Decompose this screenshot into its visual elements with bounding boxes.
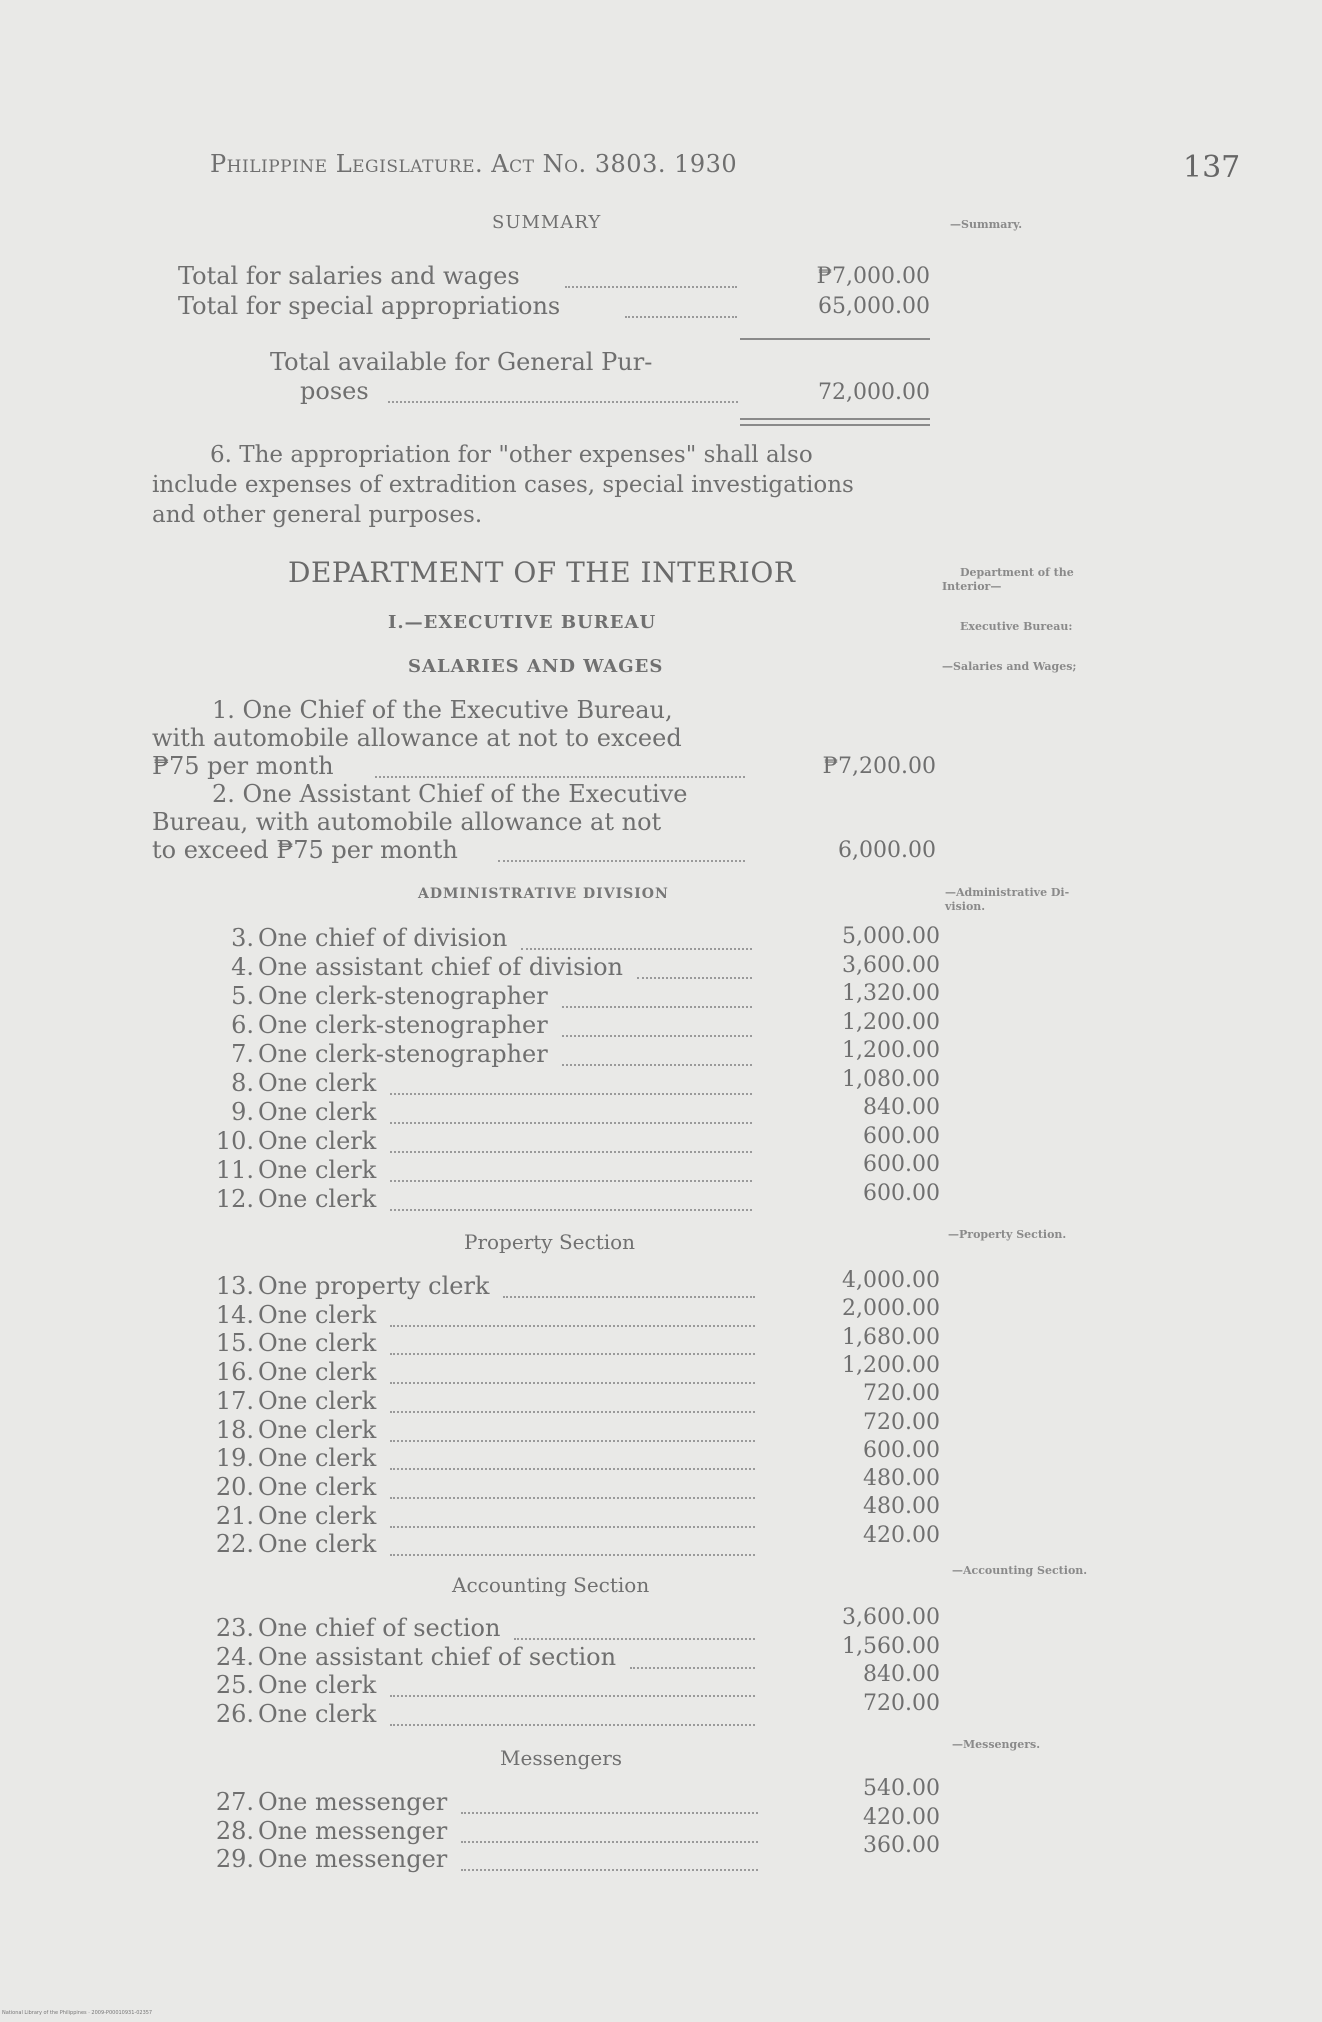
item-2-amount: 6,000.00 [838,838,936,863]
item-amount: 3,600.00 [842,1605,940,1630]
item-label: One chief of section [258,1614,501,1642]
property-margin: —Property Section. [948,1228,1067,1241]
messengers-margin: —Messengers. [952,1738,1041,1751]
item-amount: 600.00 [863,1123,940,1149]
running-title: Philippine Legislature. Act No. 3803. 1930 [210,150,738,178]
item-amount: 1,200.00 [842,1352,940,1378]
item-label: One clerk [258,1329,377,1358]
dot-leader [390,1497,755,1499]
dot-leader [390,1209,752,1211]
item-label: One clerk [258,1300,377,1329]
dot-leader [390,1180,752,1182]
item-1-line-1: 1. One Chief of the Executive Bureau, [212,696,673,724]
dot-leader [390,1440,755,1442]
item-amount: 4,000.00 [842,1268,940,1293]
paragraph-6-line-1: 6. The appropriation for "other expenses" shall also [210,442,813,468]
item-number: 16. [215,1358,254,1387]
dot-leader [390,1151,752,1153]
dot-leader [461,1841,758,1843]
sum-rule [740,338,930,340]
dot-leader [388,401,738,403]
item-number: 26. [215,1699,254,1728]
item-label: One chief of division [258,924,508,952]
dot-leader [562,1006,752,1008]
item-label: One clerk [258,1156,377,1184]
item-amount: 2,000.00 [842,1296,940,1322]
item-label: One property clerk [258,1272,490,1300]
item-amount: 360.00 [863,1833,940,1858]
item-number: 10. [215,1127,254,1155]
dot-leader [390,1382,755,1384]
bureau-heading: I.—EXECUTIVE BUREAU [388,612,657,633]
item-amount: 1,320.00 [842,981,940,1006]
item-number: 22. [215,1530,254,1559]
summary-line-special: Total for special appropriations [178,292,561,320]
item-number: 18. [215,1415,254,1444]
paragraph-6-line-3: and other general purposes. [152,502,483,528]
dot-leader [521,948,752,950]
messengers-heading: Messengers [500,1746,623,1770]
item-number: 25. [215,1671,254,1700]
dot-leader [390,1093,752,1095]
footer-source: National Library of the Philippines · 2009-P00010931-02357 [2,2010,153,2016]
item-amount: 1,680.00 [842,1324,940,1350]
item-label: One clerk [258,1699,377,1728]
dot-leader [461,1812,758,1814]
page-number: 137 [1183,150,1241,185]
item-number: 24. [215,1642,254,1671]
item-number: 4. [231,953,254,981]
item-number: 20. [215,1472,254,1501]
dot-leader [390,1122,752,1124]
admin-margin-1: —Administrative Di- [945,886,1070,899]
summary-total-label-1: Total available for General Pur- [270,348,653,376]
property-heading: Property Section [464,1230,636,1254]
item-amount: 840.00 [863,1662,940,1687]
dot-leader [637,977,752,979]
item-amount: 720.00 [863,1690,940,1716]
summary-total-label-2: poses [300,377,369,405]
item-1-line-2: with automobile allowance at not to exceed [152,724,682,752]
department-margin-1: Department of the [960,566,1074,579]
summary-margin-note: —Summary. [950,218,1023,231]
item-label: One clerk [258,1185,377,1213]
item-number: 19. [215,1444,254,1473]
admin-margin-2: vision. [945,900,986,913]
item-number: 14. [215,1300,254,1329]
item-label: One clerk-stenographer [258,1040,548,1068]
item-amount: 3,600.00 [842,952,940,978]
item-2-line-3: to exceed ₱75 per month [152,836,458,864]
item-label: One clerk-stenographer [258,1011,548,1039]
department-margin-2: Interior— [942,580,1002,593]
item-number: 3. [231,924,254,952]
summary-amount-salaries: ₱7,000.00 [816,264,930,289]
running-header [210,150,737,178]
dot-leader [562,1064,752,1066]
item-number: 9. [231,1098,254,1126]
salaries-heading: SALARIES AND WAGES [408,656,664,677]
item-1-line-3: ₱75 per month [152,752,334,780]
item-label: One clerk [258,1501,377,1530]
total-rule-bottom [740,424,930,426]
item-amount: 600.00 [863,1180,940,1206]
total-rule-top [740,418,930,420]
item-label: One assistant chief of section [258,1642,617,1671]
item-amount: 1,560.00 [842,1633,940,1659]
accounting-margin: —Accounting Section. [952,1564,1088,1577]
accounting-heading: Accounting Section [452,1573,650,1597]
dot-leader [390,1325,755,1327]
item-number: 11. [215,1156,254,1184]
item-amount: 720.00 [863,1409,940,1435]
paragraph-6-line-2: include expenses of extradition cases, special investigations [152,472,854,498]
item-amount: 480.00 [863,1494,940,1520]
item-amount: 1,200.00 [842,1009,940,1035]
item-amount: 600.00 [863,1437,940,1463]
item-label: One clerk [258,1098,377,1126]
item-amount: 420.00 [863,1804,940,1830]
dot-leader [390,1353,755,1355]
item-label: One clerk-stenographer [258,982,548,1010]
dot-leader [390,1468,755,1470]
bureau-margin: Executive Bureau: [960,620,1073,633]
dot-leader [375,776,745,778]
dot-leader [625,316,737,318]
dot-leader [390,1526,755,1528]
dot-leader [390,1554,755,1556]
item-number: 8. [231,1069,254,1097]
dot-leader [390,1695,755,1697]
item-label: One clerk [258,1127,377,1155]
dot-leader [503,1296,755,1298]
salaries-margin: —Salaries and Wages; [942,660,1077,673]
item-number: 13. [215,1272,254,1300]
dot-leader [461,1869,758,1871]
item-amount: 720.00 [863,1381,940,1407]
item-label: One messenger [258,1816,448,1845]
item-label: One clerk [258,1386,377,1415]
item-2-line-1: 2. One Assistant Chief of the Executive [212,780,688,808]
item-label: One clerk [258,1069,377,1097]
dot-leader [390,1724,755,1726]
dot-leader [498,860,745,862]
item-number: 21. [215,1501,254,1530]
dot-leader [390,1411,755,1413]
dot-leader [565,286,737,288]
item-number: 15. [215,1329,254,1358]
item-label: One assistant chief of division [258,953,624,981]
item-amount: 600.00 [863,1152,940,1177]
summary-amount-special: 65,000.00 [818,294,930,319]
item-number: 17. [215,1386,254,1415]
item-label: One clerk [258,1358,377,1387]
summary-total-amount: 72,000.00 [818,380,930,405]
item-label: One clerk [258,1530,377,1559]
item-number: 23. [215,1614,254,1642]
item-number: 12. [215,1185,254,1213]
summary-line-salaries: Total for salaries and wages [178,262,520,290]
item-label: One clerk [258,1472,377,1501]
item-amount: 5,000.00 [842,924,940,949]
item-label: One clerk [258,1415,377,1444]
item-label: One clerk [258,1444,377,1473]
item-number: 6. [231,1011,254,1039]
item-label: One messenger [258,1788,448,1816]
item-number: 7. [231,1040,254,1068]
item-amount: 1,080.00 [842,1066,940,1092]
item-number: 5. [231,982,254,1010]
dot-leader [562,1035,752,1037]
item-amount: 480.00 [863,1466,940,1492]
item-label: One messenger [258,1845,448,1874]
item-label: One clerk [258,1671,377,1700]
item-1-amount: ₱7,200.00 [822,754,936,779]
item-number: 29. [215,1845,254,1874]
item-number: 27. [215,1788,254,1816]
dot-leader [514,1638,755,1640]
department-title: DEPARTMENT OF THE INTERIOR [288,556,796,589]
item-amount: 1,200.00 [842,1038,940,1063]
admin-heading: ADMINISTRATIVE DIVISION [418,886,669,902]
item-amount: 420.00 [863,1522,940,1548]
item-amount: 840.00 [863,1095,940,1120]
summary-heading: SUMMARY [492,212,602,233]
item-amount: 540.00 [863,1776,940,1801]
item-2-line-2: Bureau, with automobile allowance at not [152,808,662,836]
item-number: 28. [215,1816,254,1845]
dot-leader [630,1667,755,1669]
